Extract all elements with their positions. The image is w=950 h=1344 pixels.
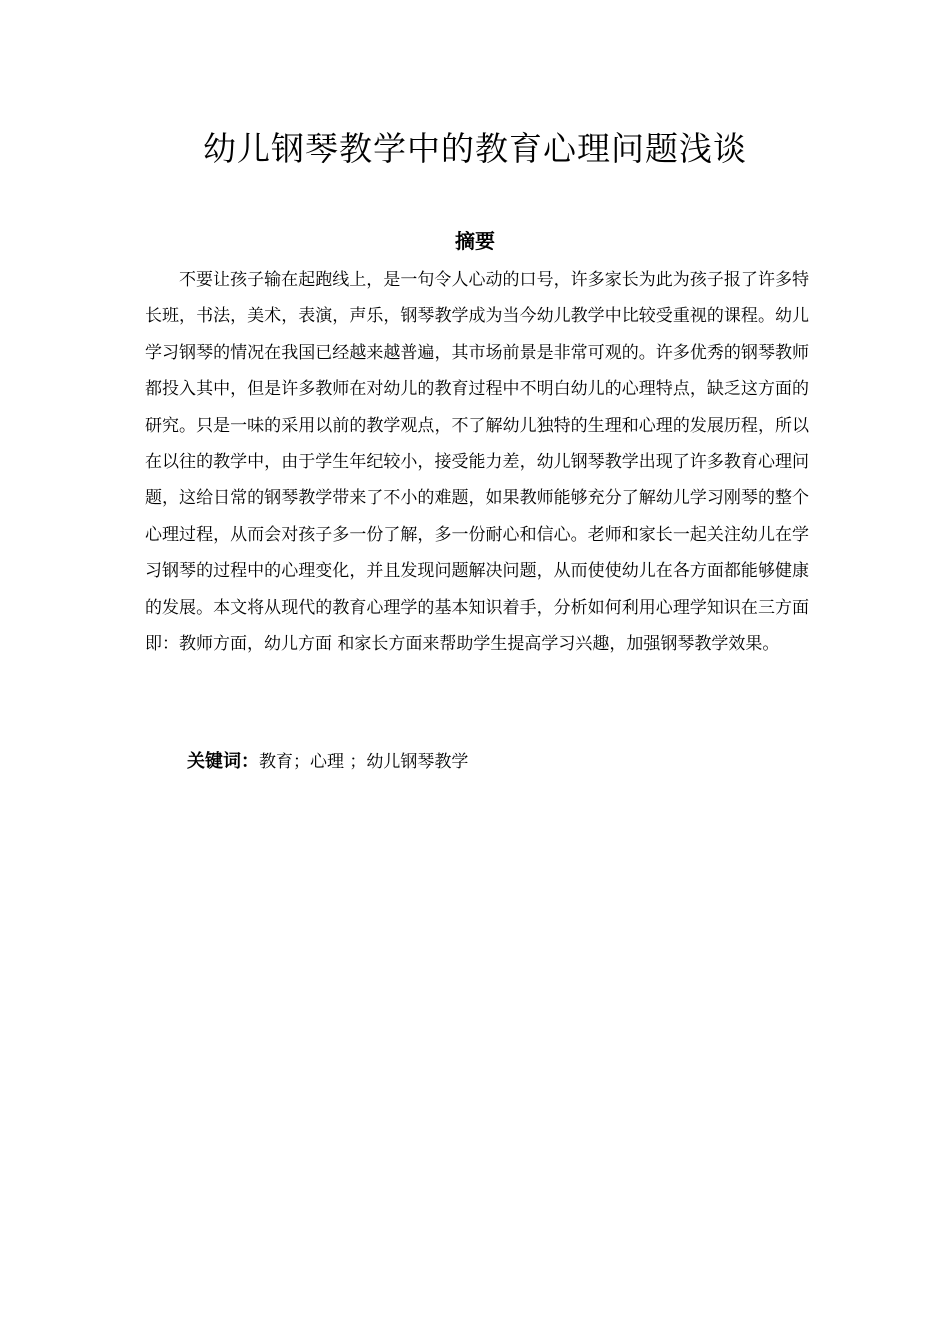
keywords-value: 教育；心理 ；幼儿钢琴教学 [259,752,469,772]
keywords-line [187,744,807,780]
abstract-paragraph: 不要让孩子输在起跑线上，是一句令人心动的口号，许多家长为此为孩子报了许多特长班，书法，美术，表演，声乐，钢琴教学成为当今幼儿教学中比较受重视的课程。幼儿学习钢琴的情况在我国已经越来越普遍，其市场前景是非常可观的。许多优秀的钢琴教师都投入其中，但是许多教师在对幼儿的教育过程中不明白幼儿的心理特点，缺乏这方面的研究。只是一味的采用以前的教学观点，不了解幼儿独特的生理和心理的发展历程，所以在以往的教学中，由于学生年纪较小，接受能力差，幼儿钢琴教学出现了许多教育心理问题，这给日常的钢琴教学带来了不小的难题，如果教师能够充分了解幼儿学习刚琴的整个心理过程，从而会对孩子多一份了解，多一份耐心和信心。老师和家长一起关注幼儿在学习钢琴的过程中的心理变化，并且发现问题解决问题，从而使使幼儿在各方面都能够健康的发展。本文将从现代的教育心理学的基本知识着手，分析如何利用心理学知识在三方面即：教师方面，幼儿方面 和家长方面来帮助学生提高学习兴趣，加强钢琴教学效果。 [145,270,809,655]
keywords-label: 关键词： [187,751,259,772]
abstract-heading: 摘要 [455,229,495,253]
paper-title: 幼儿钢琴教学中的教育心理问题浅谈 [203,129,747,168]
